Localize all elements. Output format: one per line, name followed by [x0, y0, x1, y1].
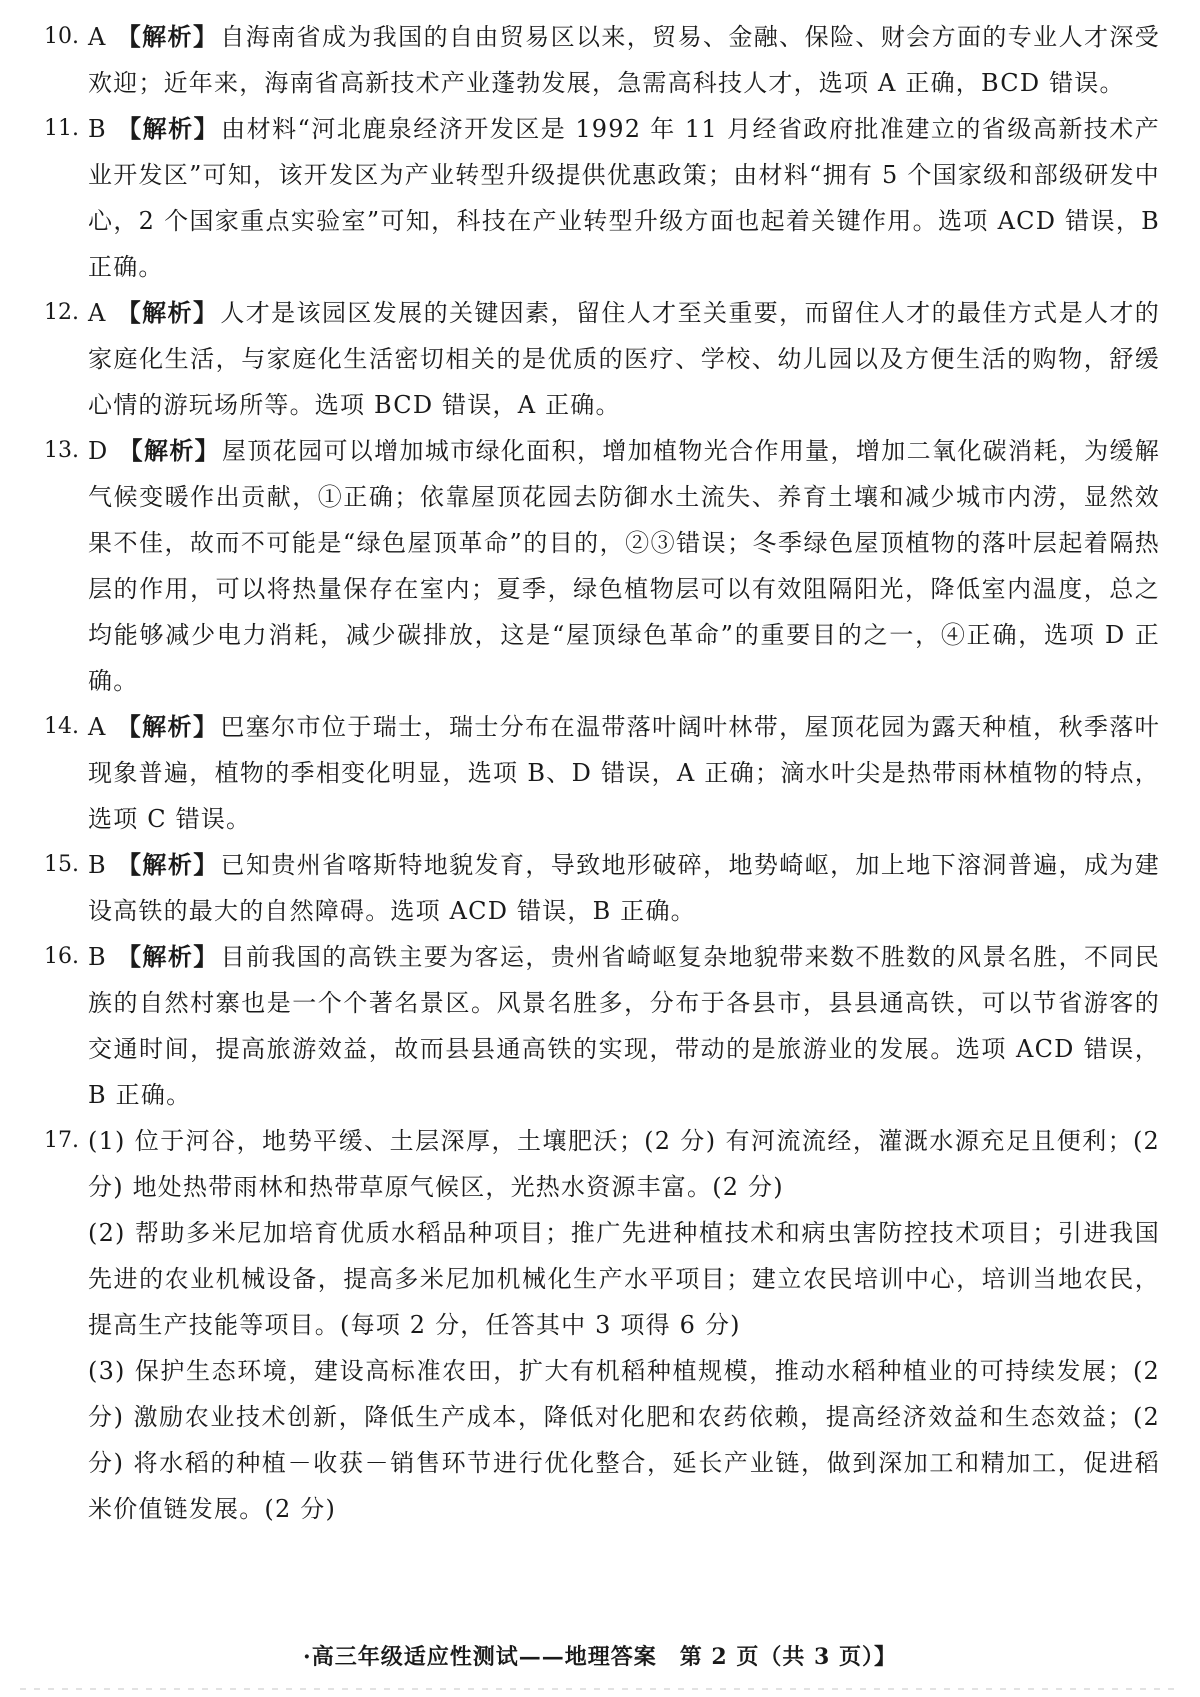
answer-item-11	[44, 106, 1160, 290]
analysis-text: 人才是该园区发展的关键因素，留住人才至关重要，而留住人才的最佳方式是人才的家庭化生活，与家庭化生活密切相关的是优质的医疗、学校、幼儿园以及方便生活的购物，舒缓心情的游玩场所等。选项 BCD 错误，A 正确。	[88, 299, 1160, 419]
analysis-text: 自海南省成为我国的自由贸易区以来，贸易、金融、保险、财会方面的专业人才深受欢迎；近年来，海南省高新技术产业蓬勃发展，急需高科技人才，选项 A 正确，BCD 错误。	[88, 23, 1160, 97]
question-number: 16.	[44, 944, 79, 969]
analysis-text: 由材料“河北鹿泉经济开发区是 1992 年 11 月经省政府批准建立的省级高新技术产业开发区”可知，该开发区为产业转型升级提供优惠政策；由材料“拥有 5 个国家级和部级研发中心，2 个国家重点实验室”可知，科技在产业转型升级方面也起着关键作用。选项 ACD 错误，B 正确。	[88, 115, 1160, 281]
analysis-text: 屋顶花园可以增加城市绿化面积，增加植物光合作用量，增加二氧化碳消耗，为缓解气候变暖作出贡献，①正确；依靠屋顶花园去防御水土流失、养育土壤和减少城市内涝，显然效果不佳，故而不可能是“绿色屋顶革命”的目的，②③错误；冬季绿色屋顶植物的落叶层起着隔热层的作用，可以将热量保存在室内；夏季，绿色植物层可以有效阻隔阳光，降低室内温度，总之均能够减少电力消耗，减少碳排放，这是“屋顶绿色革命”的重要目的之一，④正确，选项 D 正确。	[88, 437, 1160, 695]
answer-letter: A	[88, 23, 107, 51]
question-number: 12.	[44, 300, 79, 325]
answer-item-12	[44, 290, 1160, 428]
question-number: 11.	[44, 116, 79, 141]
answer-letter: B	[88, 943, 107, 971]
answer-part-1: (1) 位于河谷，地势平缓、土层深厚，土壤肥沃；(2 分) 有河流流经，灌溉水源充足且便利；(2 分) 地处热带雨林和热带草原气候区，光热水资源丰富。(2 分)	[88, 1127, 1160, 1201]
scan-edge-artifact	[20, 1688, 1180, 1690]
analysis-tag: 【解析】	[116, 712, 219, 741]
question-number: 17.	[44, 1128, 79, 1153]
answer-item-15	[44, 842, 1160, 934]
analysis-text: 目前我国的高铁主要为客运，贵州省崎岖复杂地貌带来数不胜数的风景名胜，不同民族的自然村寨也是一个个著名景区。风景名胜多，分布于各县市，县县通高铁，可以节省游客的交通时间，提高旅游效益，故而县县通高铁的实现，带动的是旅游业的发展。选项 ACD 错误，B 正确。	[88, 943, 1160, 1109]
question-number: 13.	[44, 438, 79, 463]
answer-letter: B	[88, 115, 107, 143]
answer-letter: B	[88, 851, 107, 879]
question-number: 15.	[44, 852, 79, 877]
answer-item-17	[44, 1118, 1160, 1210]
answer-item-13	[44, 428, 1160, 704]
analysis-text: 巴塞尔市位于瑞士，瑞士分布在温带落叶阔叶林带，屋顶花园为露天种植，秋季落叶现象普遍，植物的季相变化明显，选项 B、D 错误，A 正确；滴水叶尖是热带雨林植物的特点，选项 C 错误。	[88, 713, 1160, 833]
answer-item-14	[44, 704, 1160, 842]
answer-item-16	[44, 934, 1160, 1118]
answer-list	[44, 14, 1160, 1532]
analysis-tag: 【解析】	[116, 850, 219, 879]
answer-letter: A	[88, 713, 107, 741]
page-footer: ·高三年级适应性测试——地理答案 第 2 页（共 3 页）】	[303, 1644, 897, 1670]
answer-item-10	[44, 14, 1160, 106]
analysis-tag: 【解析】	[118, 436, 221, 465]
question-number: 10.	[44, 24, 79, 49]
analysis-tag: 【解析】	[116, 942, 219, 971]
analysis-text: 已知贵州省喀斯特地貌发育，导致地形破碎，地势崎岖，加上地下溶洞普遍，成为建设高铁的最大的自然障碍。选项 ACD 错误，B 正确。	[88, 851, 1160, 925]
answer-part-3: (3) 保护生态环境，建设高标准农田，扩大有机稻种植规模，推动水稻种植业的可持续发展；(2 分) 激励农业技术创新，降低生产成本，降低对化肥和农药依赖，提高经济效益和生态效益；(2 分) 将水稻的种植－收获－销售环节进行优化整合，延长产业链，做到深加工和精加工，促进稻米价值链发展。(2 分)	[88, 1357, 1160, 1523]
analysis-tag: 【解析】	[116, 114, 220, 143]
answer-letter: D	[88, 437, 109, 465]
analysis-tag: 【解析】	[116, 298, 219, 327]
answer-part-2: (2) 帮助多米尼加培育优质水稻品种项目；推广先进种植技术和病虫害防控技术项目；引进我国先进的农业机械设备，提高多米尼加机械化生产水平项目；建立农民培训中心，培训当地农民，提高生产技能等项目。(每项 2 分，任答其中 3 项得 6 分)	[88, 1219, 1160, 1339]
question-number: 14.	[44, 714, 79, 739]
answer-letter: A	[88, 299, 107, 327]
analysis-tag: 【解析】	[116, 22, 219, 51]
